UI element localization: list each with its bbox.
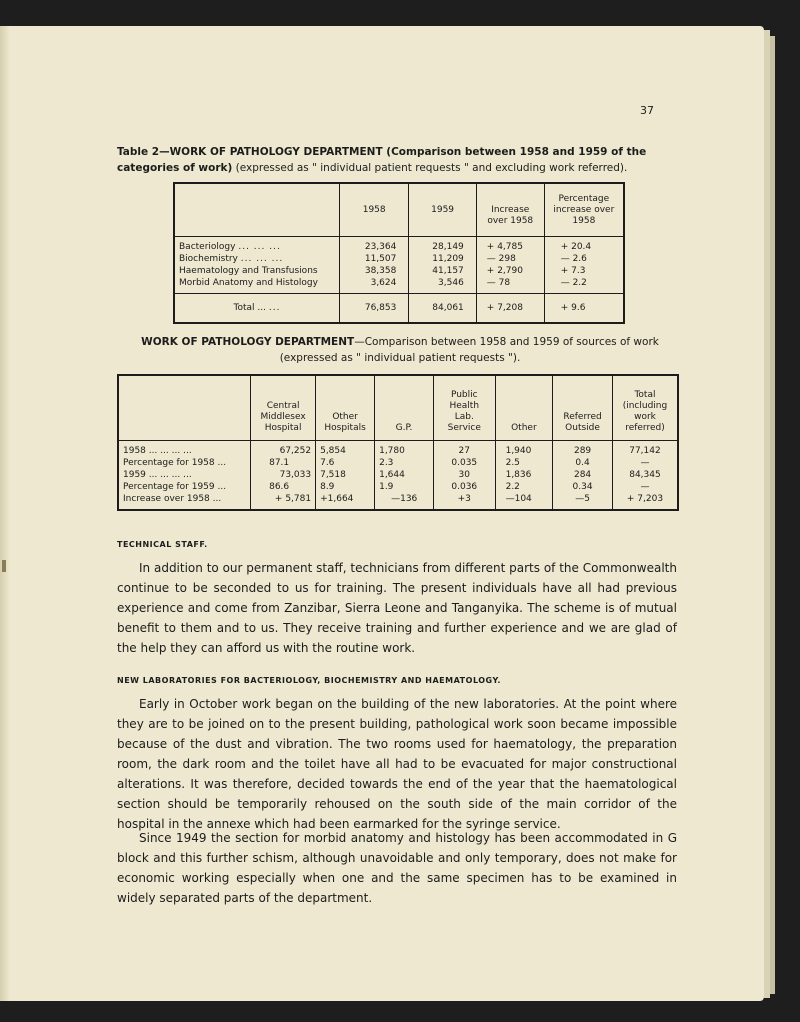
paragraph-technical-staff: In addition to our permanent staff, technicians from different parts of the Commonwealth continue to be seconded to us for training. The present individuals have all had previous experience and come from Zanzibar, Sierra Leone and Tanganyika. The scheme is of mutual benefit to them and to us. They receive training and further experience and we are glad of the help they can afford us with the routine work.	[117, 561, 677, 655]
section-heading-technical-staff: TECHNICAL STAFF.	[117, 540, 208, 549]
cell: — 2.6	[560, 254, 587, 264]
section-heading-new-laboratories: NEW LABORATORIES FOR BACTERIOLOGY, BIOCHEMISTRY AND HAEMATOLOGY.	[117, 676, 501, 685]
header-cell	[476, 183, 544, 237]
col-other	[495, 441, 553, 511]
col-1958	[339, 237, 408, 294]
col-increase	[476, 237, 544, 294]
cell: 7,518	[320, 470, 346, 480]
label-column	[118, 441, 251, 511]
col-central-middlesex	[251, 441, 316, 511]
cell: —	[640, 458, 650, 468]
cell: 28,149	[432, 242, 464, 252]
header-cell: 1959	[409, 183, 476, 237]
paragraph-morbid-anatomy: Since 1949 the section for morbid anatomy and histology has been accommodated in G block and this further schism, although unavoidable and only temporary, does not make for economic working especially when one and the same specimen has to be examined in widely separated parts of the department.	[117, 831, 677, 905]
cell: 38,358	[364, 266, 397, 276]
header-cell	[612, 375, 678, 441]
cell: + 4,785	[486, 242, 523, 252]
header-cell	[316, 375, 375, 441]
table1-caption	[117, 144, 683, 176]
cell: + 9.6	[544, 294, 624, 324]
row-label	[179, 241, 335, 253]
cell: 27	[458, 446, 470, 456]
row-label: 1959 ... ... ... ...	[123, 470, 192, 480]
header-cell	[553, 375, 613, 441]
header-cell: G.P.	[375, 375, 434, 441]
col-other-hospitals	[316, 441, 375, 511]
row-label	[179, 265, 335, 277]
row-label-text: Haematology and Transfusions	[179, 266, 318, 276]
cell: 84,061	[409, 294, 476, 324]
cell: 0.4	[575, 458, 590, 468]
table2-caption-rest: —Comparison between 1958 and 1959 of sources of work (expressed as " individual patient requests ").	[279, 336, 659, 364]
cell: + 7.3	[560, 266, 586, 276]
table1-caption-rest: (expressed as " individual patient requests " and excluding work referred).	[232, 162, 628, 174]
header-cell: Other	[495, 375, 553, 441]
cell: +3	[457, 494, 471, 504]
header-text: Increase over 1958	[487, 205, 534, 226]
cell: 11,507	[364, 254, 397, 264]
table-body-row	[174, 237, 624, 294]
binding-mark	[2, 560, 6, 572]
cell: 7.6	[320, 458, 335, 468]
table-total-row	[174, 294, 624, 324]
col-percentage	[544, 237, 624, 294]
categories-table	[173, 182, 625, 324]
header-text: Referred Outside	[563, 412, 602, 433]
cell: 1,836	[505, 470, 532, 480]
cell: 73,033	[279, 470, 312, 480]
row-label-text: Biochemistry	[179, 254, 238, 264]
cell: 5,854	[320, 446, 346, 456]
cell: —136	[391, 494, 418, 504]
row-label-text: Bacteriology	[179, 242, 236, 252]
cell: 2.3	[379, 458, 394, 468]
cell: 1.9	[379, 482, 394, 492]
cell: 30	[458, 470, 470, 480]
sources-table	[117, 374, 679, 511]
cell: + 20.4	[560, 242, 592, 252]
cell: 3,546	[438, 278, 464, 288]
header-cell	[118, 375, 251, 441]
header-cell	[544, 183, 624, 237]
cell: + 5,781	[274, 494, 312, 504]
paragraph-new-laboratories: Early in October work began on the building of the new laboratories. At the point where they are to be joined on to the present building, pathological work soon became impossible because of the dust and vibration. The two rooms used for haematology, the preparation room, the dark room and the toilet have all had to be evacuated for major constructional alterations. It was therefore, decided towards the end of the year that the haematological section should be temporarily rehoused on the south side of the main corridor of the hospital in the annexe which had been earmarked for the syringe service.	[117, 697, 677, 831]
cell: 2.2	[505, 482, 520, 492]
cell: — 298	[486, 254, 516, 264]
cell: 1,644	[379, 470, 405, 480]
cell: — 78	[486, 278, 511, 288]
cell: 76,853	[339, 294, 408, 324]
header-text: Public Health Lab. Service	[447, 390, 481, 433]
cell: 87.1	[269, 458, 290, 468]
leader-dots: ... ... ...	[238, 242, 281, 252]
header-cell	[174, 183, 339, 237]
cell: 1,780	[379, 446, 405, 456]
cell: 284	[573, 470, 592, 480]
page-edge	[770, 36, 775, 994]
cell: + 7,203	[626, 494, 664, 504]
table-body-row	[118, 441, 678, 511]
cell: 1,940	[505, 446, 532, 456]
header-text: Other Hospitals	[324, 412, 366, 433]
cell: + 2,790	[486, 266, 523, 276]
header-text: Total (including work referred)	[622, 390, 668, 433]
table-header-row	[174, 183, 624, 237]
cell: 2.5	[505, 458, 520, 468]
table-header-row	[118, 375, 678, 441]
leader-dots: ...	[268, 303, 281, 313]
total-label	[174, 294, 339, 324]
cell: —	[640, 482, 650, 492]
cell: 3,624	[370, 278, 397, 288]
cell: —5	[575, 494, 590, 504]
cell: 77,142	[629, 446, 661, 456]
cell: 0.34	[572, 482, 593, 492]
cell: — 2.2	[560, 278, 587, 288]
page-gutter	[0, 26, 10, 1001]
header-cell	[251, 375, 316, 441]
col-total	[612, 441, 678, 511]
cell: + 7,208	[476, 294, 544, 324]
row-label: Percentage for 1958 ...	[123, 458, 227, 468]
cell: —104	[505, 494, 532, 504]
col-gp	[375, 441, 434, 511]
col-1959	[409, 237, 476, 294]
table2-caption	[117, 334, 683, 366]
row-label: 1958 ... ... ... ...	[123, 446, 192, 456]
cell: 41,157	[432, 266, 464, 276]
cell: 0.035	[451, 458, 478, 468]
table1-caption-bold: Table 2—WORK OF PATHOLOGY DEPARTMENT (Comparison between 1958 and 1959 of the categories of work)	[117, 146, 647, 174]
row-label	[179, 253, 335, 265]
row-label-text: Morbid Anatomy and Histology	[179, 278, 318, 288]
cell: 86.6	[269, 482, 290, 492]
leader-dots: ... ... ...	[240, 254, 284, 264]
col-referred-outside	[553, 441, 613, 511]
cell: 67,252	[279, 446, 312, 456]
col-phls	[433, 441, 495, 511]
row-label	[179, 277, 335, 289]
page-number: 37	[640, 104, 654, 117]
cell: 8.9	[320, 482, 335, 492]
cell: 84,345	[629, 470, 661, 480]
cell: +1,664	[320, 494, 354, 504]
header-text: Percentage increase over 1958	[553, 193, 615, 226]
header-cell	[433, 375, 495, 441]
table2-caption-bold: WORK OF PATHOLOGY DEPARTMENT	[141, 336, 355, 348]
row-label: Percentage for 1959 ...	[123, 482, 227, 492]
header-text: Central Middlesex Hospital	[260, 401, 306, 433]
label-column	[174, 237, 339, 294]
cell: 11,209	[432, 254, 464, 264]
row-label: Increase over 1958 ...	[123, 494, 222, 504]
cell: 23,364	[364, 242, 397, 252]
cell: 289	[573, 446, 592, 456]
total-label-text: Total ...	[233, 303, 266, 313]
header-cell: 1958	[339, 183, 408, 237]
cell: 0.036	[451, 482, 478, 492]
